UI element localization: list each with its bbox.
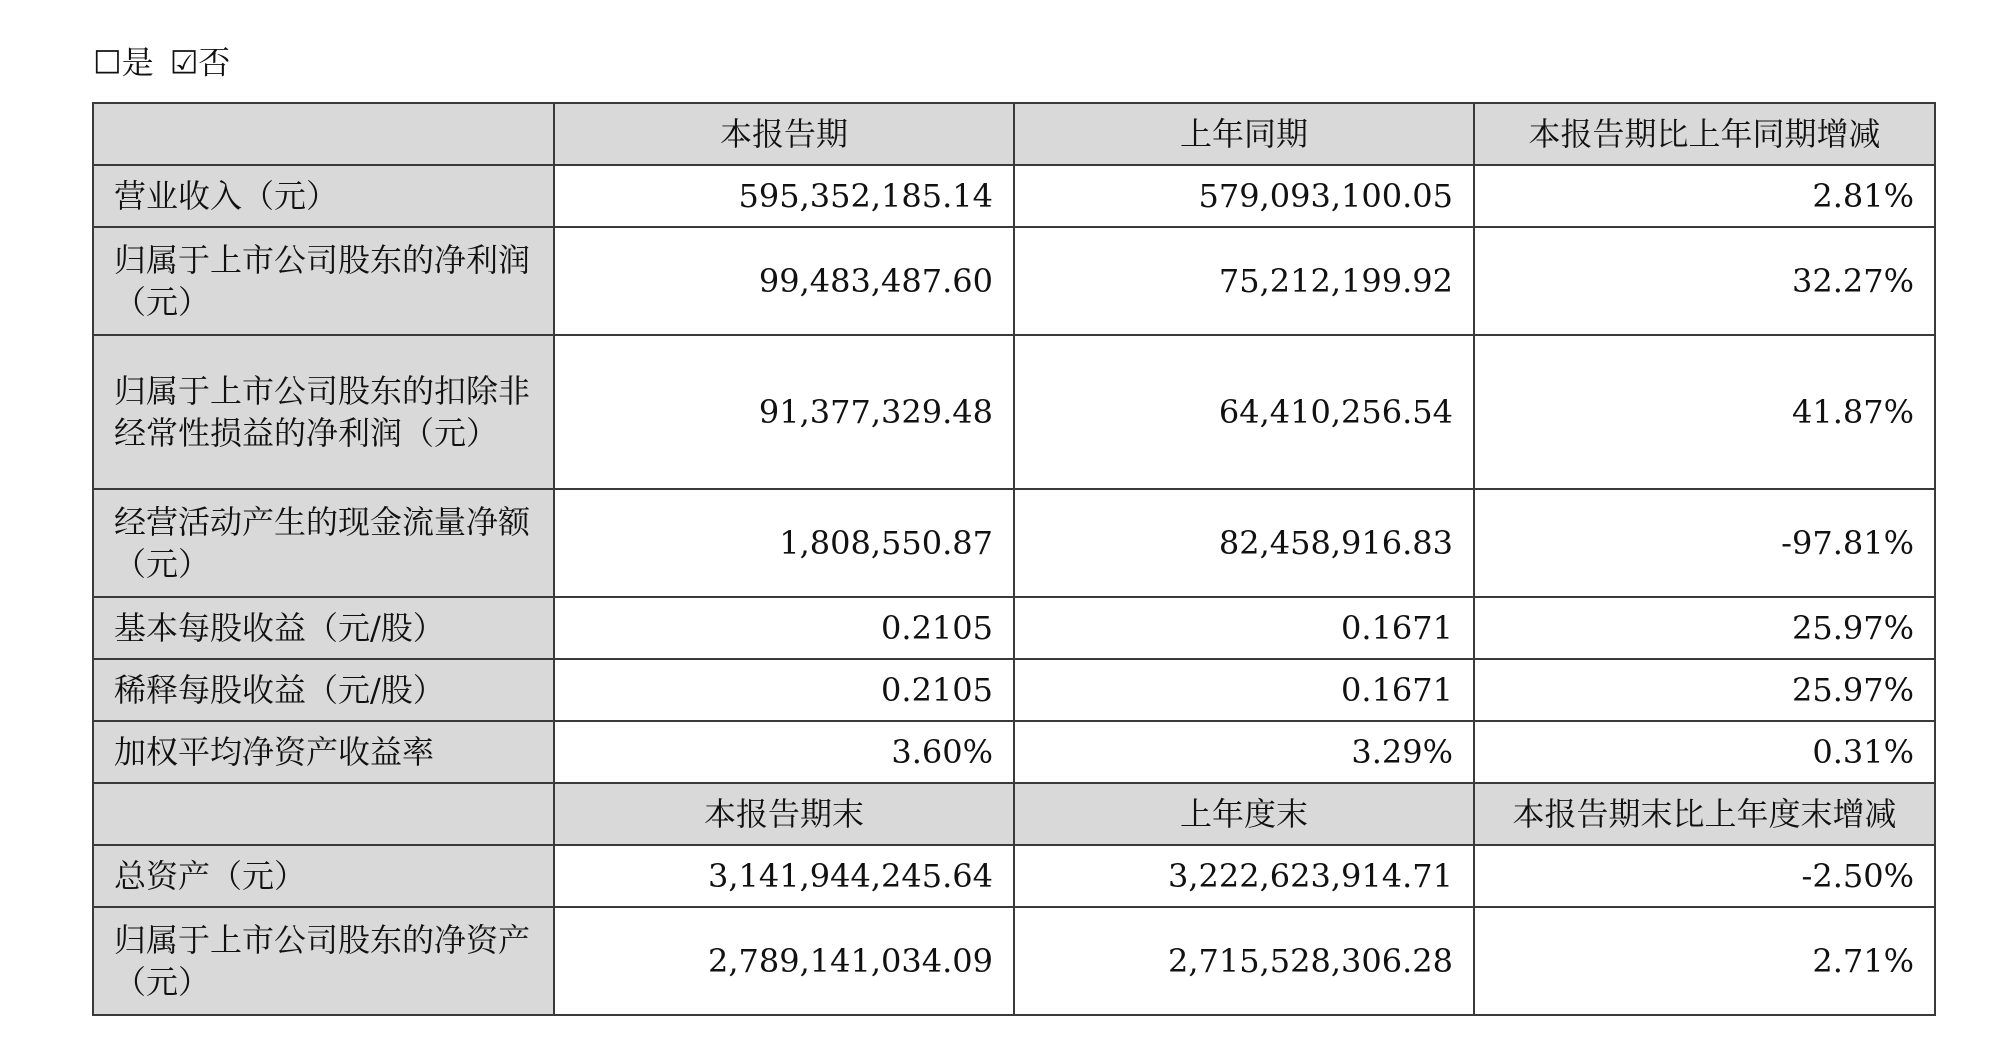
yes-label: 是 bbox=[121, 43, 154, 82]
yes-no-checkbox-line bbox=[93, 38, 230, 85]
table-subheader-row bbox=[93, 783, 1935, 845]
row-prior-value: 3,222,623,914.71 bbox=[1014, 845, 1474, 907]
header-empty-cell bbox=[93, 103, 554, 165]
row-prior-value: 3.29% bbox=[1014, 721, 1474, 783]
row-change-value: 25.97% bbox=[1474, 597, 1935, 659]
subheader-period-end: 本报告期末 bbox=[554, 783, 1014, 845]
row-change-value: -2.50% bbox=[1474, 845, 1935, 907]
row-prior-value: 0.1671 bbox=[1014, 659, 1474, 721]
row-label: 归属于上市公司股东的净资产（元） bbox=[93, 907, 554, 1015]
row-prior-value: 0.1671 bbox=[1014, 597, 1474, 659]
table-row bbox=[93, 335, 1935, 489]
no-label: 否 bbox=[198, 43, 231, 82]
table-row bbox=[93, 165, 1935, 227]
row-change-value: 0.31% bbox=[1474, 721, 1935, 783]
row-current-value: 0.2105 bbox=[554, 659, 1014, 721]
row-label: 加权平均净资产收益率 bbox=[93, 721, 554, 783]
table-row bbox=[93, 659, 1935, 721]
subheader-change: 本报告期末比上年度末增减 bbox=[1474, 783, 1935, 845]
header-change: 本报告期比上年同期增减 bbox=[1474, 103, 1935, 165]
row-label: 基本每股收益（元/股） bbox=[93, 597, 554, 659]
header-current-period: 本报告期 bbox=[554, 103, 1014, 165]
yes-checkbox-icon: ☐ bbox=[93, 43, 122, 82]
row-label: 归属于上市公司股东的扣除非经常性损益的净利润（元） bbox=[93, 335, 554, 489]
subheader-prior-year-end: 上年度末 bbox=[1014, 783, 1474, 845]
row-current-value: 91,377,329.48 bbox=[554, 335, 1014, 489]
table-row bbox=[93, 845, 1935, 907]
table-header-row bbox=[93, 103, 1935, 165]
row-prior-value: 64,410,256.54 bbox=[1014, 335, 1474, 489]
row-change-value: 32.27% bbox=[1474, 227, 1935, 335]
row-change-value: 2.81% bbox=[1474, 165, 1935, 227]
row-current-value: 3.60% bbox=[554, 721, 1014, 783]
table-row bbox=[93, 721, 1935, 783]
no-checkbox-checked-icon: ☑ bbox=[169, 43, 199, 82]
row-change-value: -97.81% bbox=[1474, 489, 1935, 597]
row-label: 归属于上市公司股东的净利润（元） bbox=[93, 227, 554, 335]
financial-summary-table bbox=[92, 102, 1936, 1016]
row-current-value: 3,141,944,245.64 bbox=[554, 845, 1014, 907]
row-current-value: 1,808,550.87 bbox=[554, 489, 1014, 597]
subheader-empty-cell bbox=[93, 783, 554, 845]
row-current-value: 2,789,141,034.09 bbox=[554, 907, 1014, 1015]
row-prior-value: 2,715,528,306.28 bbox=[1014, 907, 1474, 1015]
row-change-value: 2.71% bbox=[1474, 907, 1935, 1015]
row-label: 总资产（元） bbox=[93, 845, 554, 907]
row-prior-value: 75,212,199.92 bbox=[1014, 227, 1474, 335]
row-label: 稀释每股收益（元/股） bbox=[93, 659, 554, 721]
table-row bbox=[93, 227, 1935, 335]
row-change-value: 25.97% bbox=[1474, 659, 1935, 721]
row-current-value: 0.2105 bbox=[554, 597, 1014, 659]
row-current-value: 99,483,487.60 bbox=[554, 227, 1014, 335]
table-row bbox=[93, 907, 1935, 1015]
row-prior-value: 82,458,916.83 bbox=[1014, 489, 1474, 597]
header-prior-period: 上年同期 bbox=[1014, 103, 1474, 165]
row-change-value: 41.87% bbox=[1474, 335, 1935, 489]
row-current-value: 595,352,185.14 bbox=[554, 165, 1014, 227]
table-row bbox=[93, 597, 1935, 659]
row-prior-value: 579,093,100.05 bbox=[1014, 165, 1474, 227]
row-label: 经营活动产生的现金流量净额（元） bbox=[93, 489, 554, 597]
row-label: 营业收入（元） bbox=[93, 165, 554, 227]
table-row bbox=[93, 489, 1935, 597]
